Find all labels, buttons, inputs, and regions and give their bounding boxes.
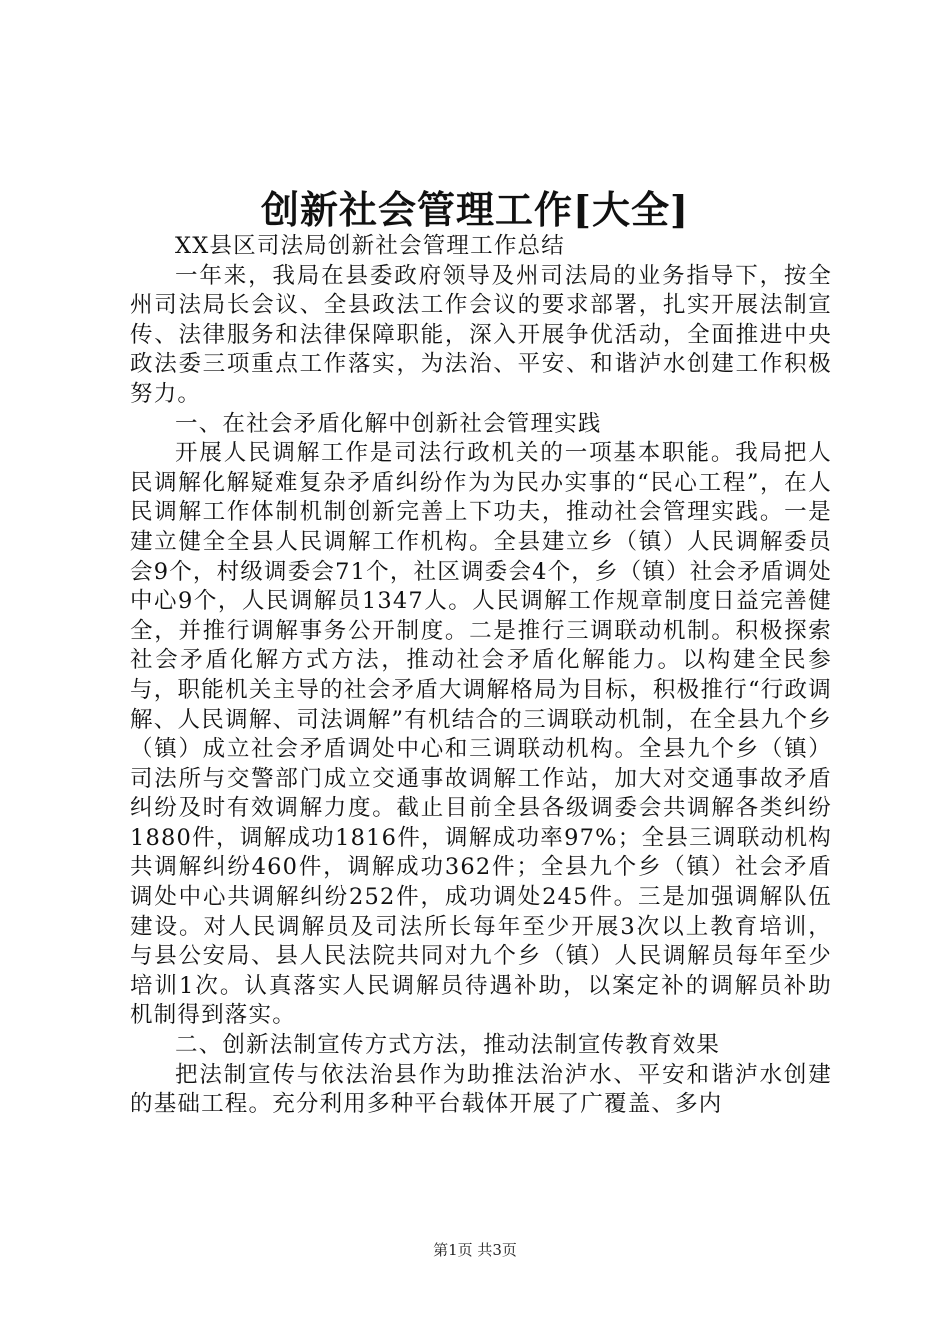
paragraph-intro: 一年来，我局在县委政府领导及州司法局的业务指导下，按全州司法局长会议、全县政法工作会议的要求部署，扎实开展法制宣传、法律服务和法律保障职能，深入开展争优活动，全面推进中央政法委三项重点工作落实，为法治、平安、和谐泸水创建工作积极努力。 xyxy=(130,262,832,407)
page-footer: 第1页 共3页 xyxy=(433,1241,517,1259)
section-heading-1: 一、在社会矛盾化解中创新社会管理实践 xyxy=(175,410,602,437)
paragraph-section-1: 开展人民调解工作是司法行政机关的一项基本职能。我局把人民调解化解疑难复杂矛盾纠纷作为为民办实事的“民心工程”，在人民调解工作体制机制创新完善上下功夫，推动社会管理实践。一是建立健全全县人民调解工作机构。全县建立乡（镇）人民调解委员会9个，村级调委会71个，社区调委会4个，乡（镇）社会矛盾调处中心9个，人民调解员1347人。人民调解工作规章制度日益完善健全，并推行调解事务公开制度。二是推行三调联动机制。积极探索社会矛盾化解方式方法，推动社会矛盾化解能力。以构建全民参与，职能机关主导的社会矛盾大调解格局为目标，积极推行“行政调解、人民调解、司法调解”有机结合的三调联动机制，在全县九个乡（镇）成立社会矛盾调处中心和三调联动机构。全县九个乡（镇）司法所与交警部门成立交通事故调解工作站，加大对交通事故矛盾纠纷及时有效调解力度。截止目前全县各级调委会共调解各类纠纷1880件，调解成功1816件，调解成功率97%；全县三调联动机构共调解纠纷460件，调解成功362件；全县九个乡（镇）社会矛盾调处中心共调解纠纷252件，成功调处245件。三是加强调解队伍建设。对人民调解员及司法所长每年至少开展3次以上教育培训，与县公安局、县人民法院共同对九个乡（镇）人民调解员每年至少培训1次。认真落实人民调解员待遇补助，以案定补的调解员补助机制得到落实。 xyxy=(130,440,832,1029)
section-heading-2: 二、创新法制宣传方式方法，推动法制宣传教育效果 xyxy=(175,1032,721,1059)
paragraph-section-2: 把法制宣传与依法治县作为助推法治泸水、平安和谐泸水创建的基础工程。充分利用多种平台载体开展了广覆盖、多内 xyxy=(130,1061,832,1118)
paragraph-subtitle: XX县区司法局创新社会管理工作总结 xyxy=(175,233,565,259)
document-body xyxy=(130,232,832,1120)
document-title: 创新社会管理工作[大全] xyxy=(261,187,689,232)
